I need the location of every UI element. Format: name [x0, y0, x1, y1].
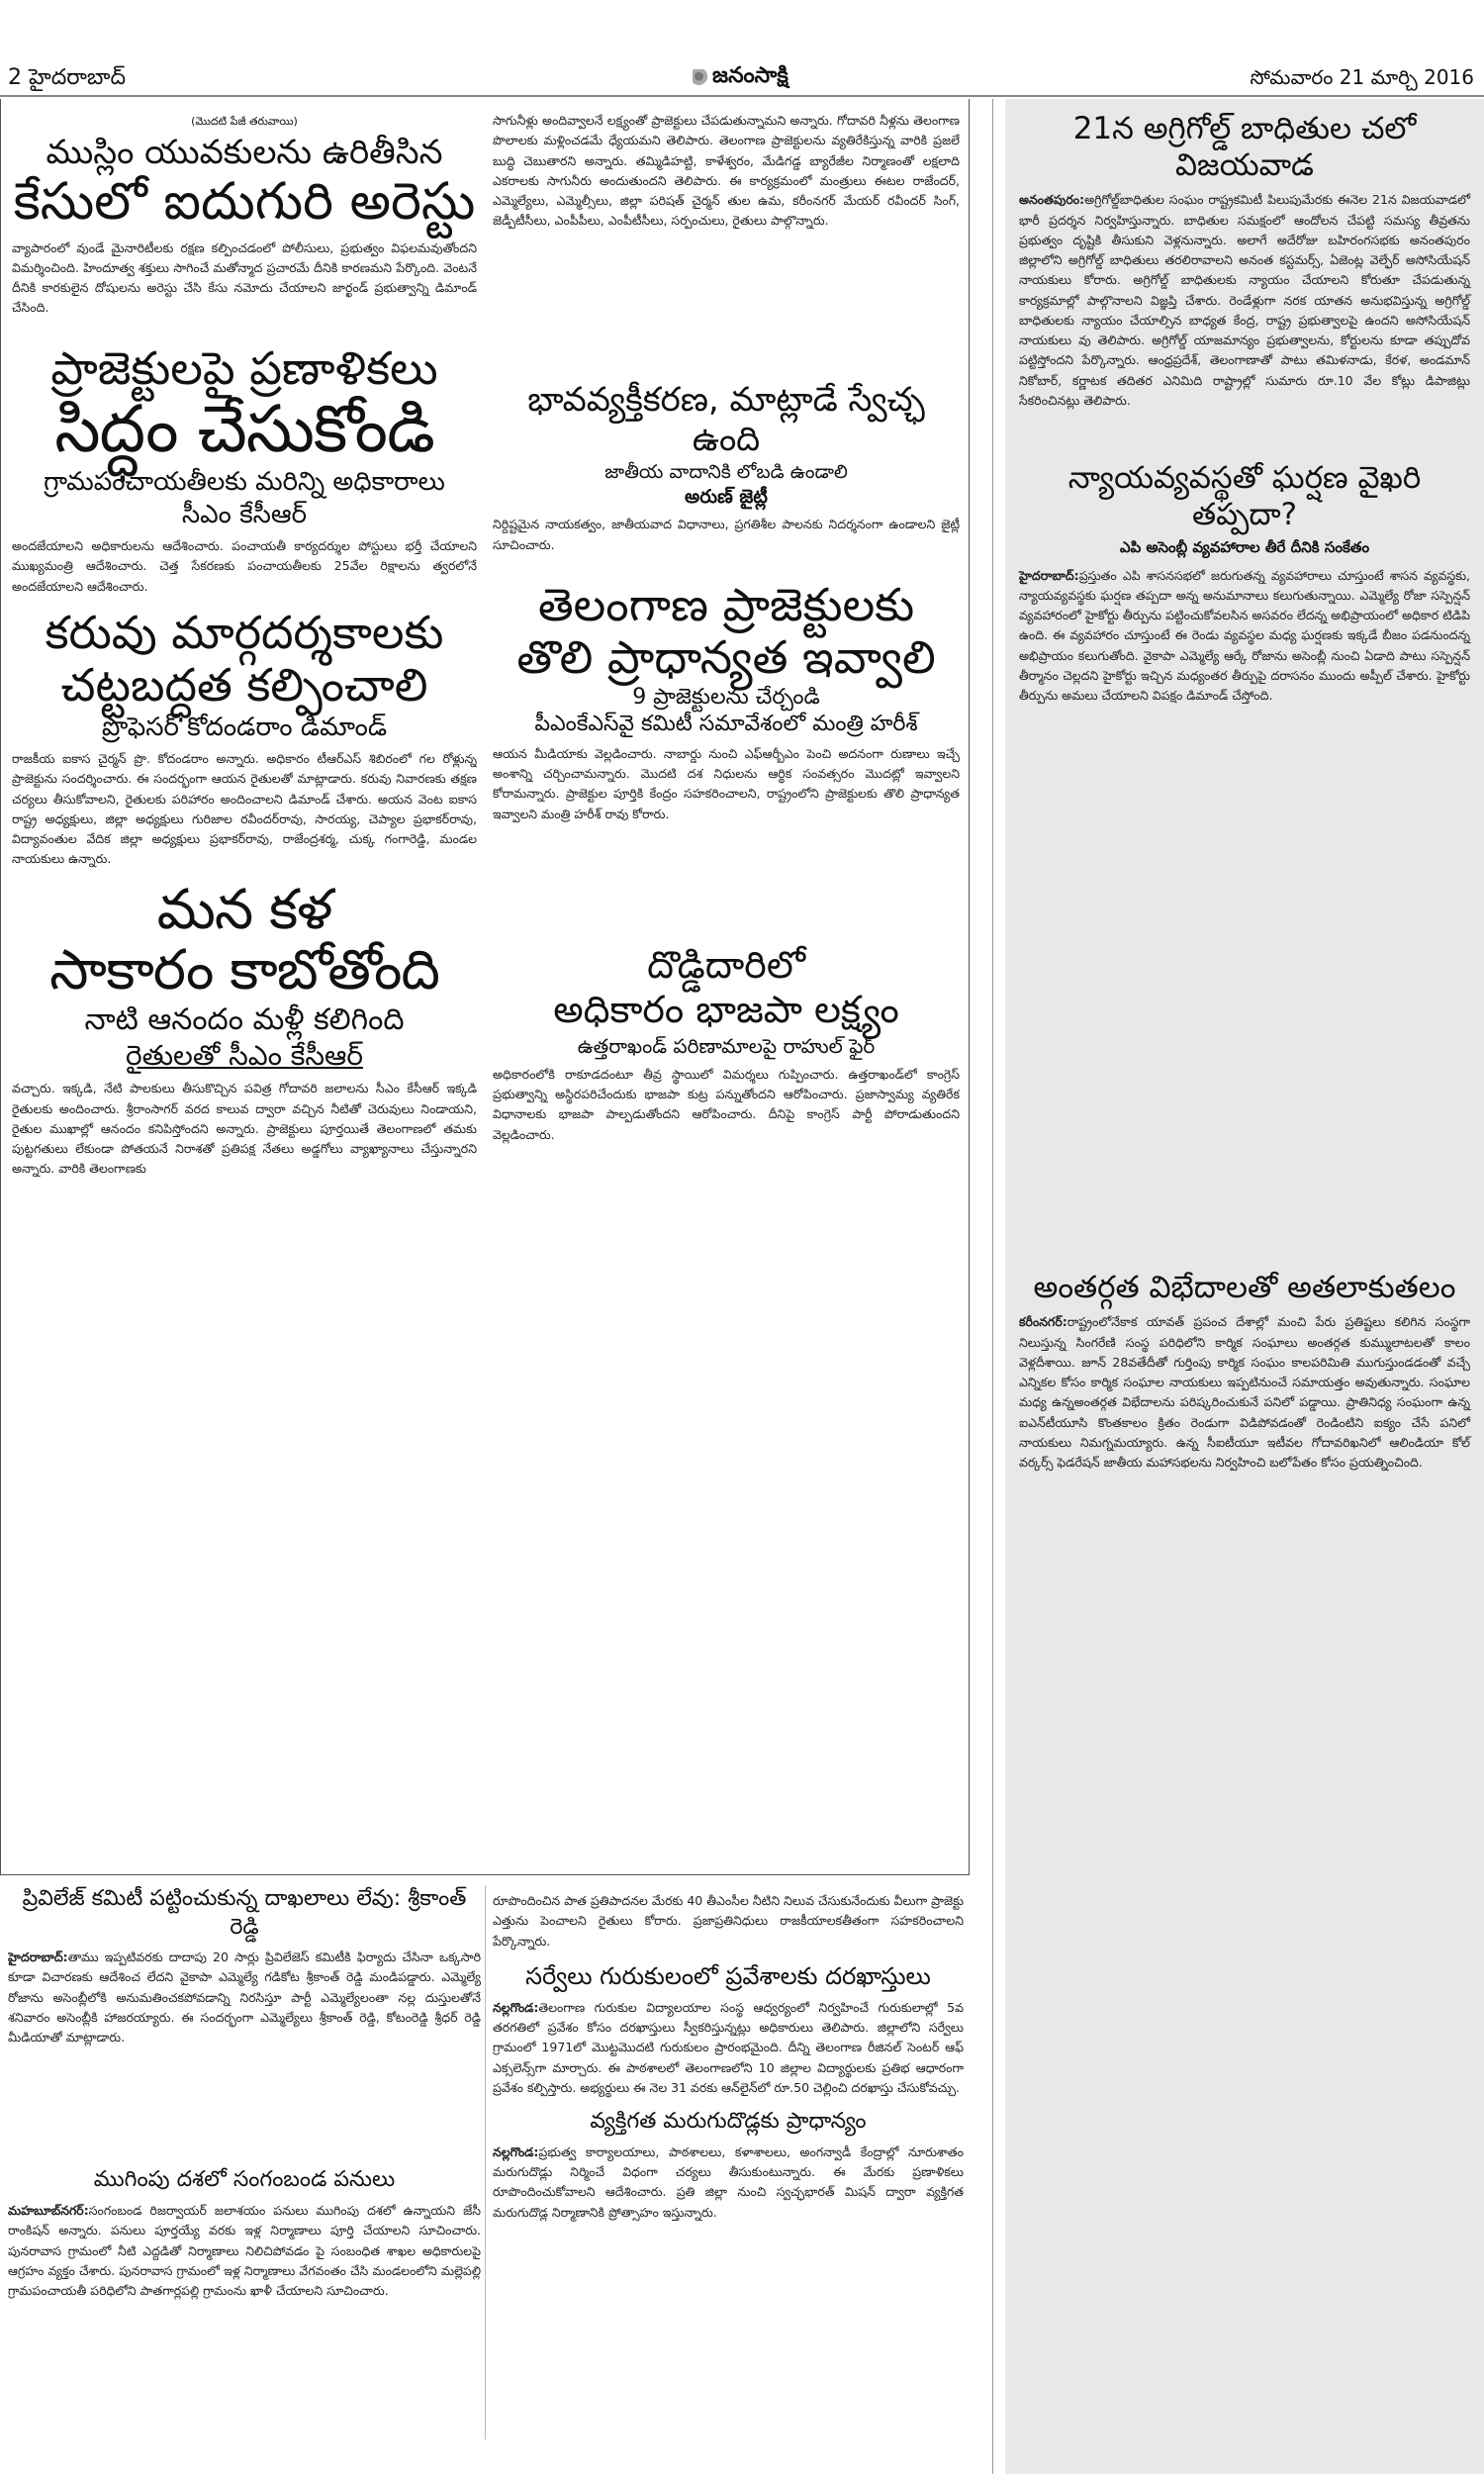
right-column: [1005, 99, 1484, 2474]
subhead: జాతీయ వాదానికి లోబడి ఉండాలి: [604, 461, 848, 484]
article-body: ప్రస్తుతం ఎపి శాసనసభలో జరుగుతన్న వ్యవహారాలు చూస్తుంటే శాసన వ్యవస్థకు, న్యాయవ్యవస్థకు ఘర్షణ తప్పదా అన్న అనుమానాలు కలుగుతున్నాయి. ఎమ్మెల్యే రోజా సస్పెన్షన్ వ్యవహారంలో హైకోర్టు తీర్పును పట్టించుకోవలసిన అసవరం లేదన్న అభిప్రాయంలో అధికార టిడిపి ఉంది. ఈ వ్యవహారం చూస్తుంటే ఈ రెండు వ్యవస్థల మధ్య ఘర్షణకు ఇక్కడే బీజం పడనుందన్న అభిప్రాయం కలుగుతోంది. వైకాపా ఎమ్మెల్యే ఆర్కే రోజాను అసెంబ్లీ నుంచి ఏడాది పాటు సస్పెన్షన్ తీర్మానం చెల్లదని హైకోర్టు ఇచ్చిన మధ్యంతర తీర్పుపై దరాసనం ముందు అప్పీల్ చేశారు. హైకోర్టు తీర్పును అమలు చేయాలని విపక్షం డిమాండ్ చేస్తోంది.: [1019, 567, 1470, 703]
bottom-left-section: [8, 1885, 481, 2469]
headline: 21న అగ్రిగోల్డ్ బాధితుల చలో విజయవాడ: [1072, 111, 1417, 184]
masthead: [0, 61, 1484, 97]
left-column: [12, 111, 477, 1867]
column-divider: [485, 1885, 486, 2439]
article-telangana-projects: [493, 579, 960, 824]
headline-line1: కరువు మార్గదర్శకాలకు: [45, 605, 444, 659]
article-mana-kala: [12, 877, 477, 1180]
article-singareni-unions: [1019, 1270, 1470, 1473]
page-number: 2: [8, 65, 22, 90]
dateline: అనంతపురం:: [1019, 192, 1085, 208]
headline: న్యాయవ్యవస్థతో ఘర్షణ వైఖరి తప్పదా?: [1067, 460, 1422, 533]
headline: అంతర్గత విభేదాలతో అతలాకుతలం: [1033, 1270, 1456, 1306]
headline-line1: మన కళ: [156, 877, 332, 942]
article-body: సంగంబండ రిజర్వాయర్ జలాశయం పనులు ముగింపు దశలో ఉన్నాయని జేసీ రాంకిషన్ అన్నారు. పనులు పూర్తయ్యే వరకు ఇళ్ల నిర్మాణాలు పూర్తి చేయాలని సూచించారు. పునరావాస గ్రామంలో నీటి ఎద్దడితో నిర్మాణాలు నిలిచిపోవడం పై సంబంధిత శాఖల అధికారులపై ఆగ్రహం వ్యక్తం చేశారు. పునరావాస గ్రామంలో ఇళ్ల నిర్మాణాలు వేగవంతం చేసి మండలంలోని మల్లెపల్లి గ్రామపంచాయతీ పరిధిలోని పాతగార్లపల్లి గ్రామంను ఖాళీ చేయాలని సూచించారు.: [8, 2203, 481, 2299]
headline-line2: చట్టబద్ధత కల్పించాలి: [60, 657, 428, 712]
headline-line2: కేసులో ఐదుగురి అరెస్టు: [13, 171, 476, 232]
subhead: నాటి ఆనందం మళ్లీ కలిగింది: [84, 1001, 405, 1037]
newspaper-name: జనంసాక్షి: [712, 63, 788, 88]
article-agrigold: [1019, 111, 1470, 411]
article-body: వ్యాపారంలో వుండే మైనారిటీలకు రక్షణ కల్పించడంలో పోలీసులు, ప్రభుత్వం విఫలమవుతోందని విమర్శించింది. హిందూత్వ శక్తులు సాగించే మతోన్మాద ప్రచారమే దీనికి కారణమని పేర్కొంది. వెంటనే దీనికి కారకులైన దోషులను అరెస్టు చేసి కేసు నమోదు చేయాలని జార్ఖండ్ ప్రభుత్వాన్ని డిమాండ్ చేసింది.: [12, 239, 477, 316]
column-divider: [992, 99, 993, 2474]
subhead: ప్రొఫెసర్ కోదండరాం డిమాండ్: [101, 712, 388, 742]
article-body: ఆయన మీడియాకు వెల్లడించారు. నాబార్డు నుంచి ఎఫ్ఆర్బీఎం పెంచి అదనంగా రుణాలు ఇచ్చే అంశాన్ని చర్చించామన్నారు. మొదటి దశ నిధులను ఆర్థిక సంవత్సరం మొదట్లో ఇవ్వాలని కోరామన్నారు. ప్రాజెక్టుల పూర్తికి కేంద్రం సహకరించాలని, రాష్ట్రంలోని ప్రాజెక్టులకు తొలి ప్రాధాన్యత ఇవ్వాలని మంత్రి హరీశ్ రావు కోరారు.: [493, 745, 960, 821]
article-body: సాగునీళ్లు అందివ్వాలనే లక్ష్యంతో ప్రాజెక్టులు చేపడుతున్నామని అన్నారు. గోదావరి నీళ్లను తెలంగాణ పొలాలకు మళ్లించడమే ధ్యేయమని తెలిపారు. తెలంగాణ ప్రాజెక్టులను వ్యతిరేకిస్తున్న వారికి ప్రజలే బుద్ధి చెబుతారని అన్నారు. తమ్మిడిహట్టి, కాళేశ్వరం, మేడిగడ్డ బ్యారేజీల నిర్మాణంతో లక్షలాది ఎకరాలకు సాగునీరు అందుతుందని తెలిపారు. ఈ కార్యక్రమంలో మంత్రులు ఈటల రాజేందర్, ఎమ్మెల్యేలు, ఎమ్మెల్సీలు, జిల్లా పరిషత్ చైర్మన్ తుల ఉమ, కరీంనగర్ మేయర్ రవీందర్ సింగ్, జెడ్పీటీసీలు, ఎంపీపీలు, ఎంపీటీసీలు, సర్పంచులు, రైతులు పాల్గొన్నారు.: [493, 113, 960, 229]
article-toilets: [493, 2108, 964, 2223]
byline: రైతులతో సీఎం కేసీఆర్: [125, 1039, 364, 1073]
dateline: నల్లగొండ:: [493, 1999, 539, 2015]
headline: ప్రివిలేజ్ కమిటీ పట్టించుకున్న దాఖలాలు లేవు: శ్రీకాంత్ రెడ్డి: [22, 1886, 467, 1940]
dateline: నల్లగొండ:: [493, 2143, 539, 2159]
headline: ముగింపు దశలో సంగంబండ పనులు: [93, 2167, 396, 2193]
article-body: అధికారంలోకి రాకూడదంటూ తీవ్ర స్థాయిలో విమర్శలు గుప్పించారు. ఉత్తరాఖండ్‌లో కాంగ్రెస్ ప్రభుత్వాన్ని అస్థిరపరిచేందుకు భాజపా కుట్ర పన్నుతోందని ఆరోపించారు. ప్రజాస్వామ్య వ్యతిరేక విధానాలకు భాజపా పాల్పడుతోందని ఆరోపించారు. దీనిపై కాంగ్రెస్ పార్టీ పోరాడుతుందని వెల్లడించారు.: [493, 1066, 960, 1142]
article-body: తాము ఇప్పటివరకు దాదాపు 20 సార్లు ప్రివిలేజెస్ కమిటీకి ఫిర్యాదు చేసినా ఒక్కసారి కూడా విచారణకు ఆదేశించ లేదని వైకాపా ఎమ్మెల్యే గడికోట శ్రీకాంత్ రెడ్డి మండిపడ్డారు. ఎమ్మెల్యే రోజాను అసెంబ్లీలోకి అనుమతించకపోవడాన్ని నిరసిస్తూ పార్టీ ఎమ్మెల్యేలంతా నల్ల దుస్తులతోనే శనివారం అసెంబ్లీకి హాజరయ్యారు. ఈ సందర్భంగా ఎమ్మెల్యేలు శ్రీకాంత్ రెడ్డి, కోటంరెడ్డి శ్రీధర్ రెడ్డి మీడియాతో మాట్లాడారు.: [8, 1950, 481, 2046]
article-project-height: [493, 1891, 964, 1951]
article-projects-continued: [493, 111, 960, 232]
page-folio: [8, 65, 126, 95]
article-privilege-committee: [8, 1885, 481, 2047]
byline: సీఎం కేసీఆర్: [181, 499, 308, 529]
article-body: అందజేయాలని అధికారులను ఆదేశించారు. పంచాయతీ కార్యదర్శుల పోస్టులు భర్తీ చేయాలని ముఖ్యమంత్రి ఆదేశించారు. చెత్త సేకరణకు పంచాయతీలకు 25వేల రిక్షాలను త్వరలోనే అందజేయాలని ఆదేశించారు.: [12, 538, 477, 594]
article-body: తెలంగాణ గురుకుల విద్యాలయాల సంస్థ ఆధ్వర్యంలో నిర్వహించే గురుకులాల్లో 5వ తరగతిలో ప్రవేశం కోసం దరఖాస్తులు స్వీకరిస్తున్నట్లు అధికారులు తెలిపారు. జిల్లాలోని సర్వేలు గ్రామంలో 1971లో మొట్టమొదటి గురుకులం ప్రారంభమైంది. దీన్ని తెలంగాణ రీజినల్ సెంటర్ ఆఫ్ ఎక్సలెన్స్‌గా మార్చారు. ఈ పాఠశాలలో తెలంగాణలోని 10 జిల్లాల విద్యార్థులకు ప్రతిభ ఆధారంగా ప్రవేశం కల్పిస్తారు. అభ్యర్థులు ఈ నెల 31 వరకు ఆన్‌లైన్‌లో రూ.50 చెల్లించి దరఖాస్తు చేసుకోవచ్చు.: [493, 1999, 964, 2095]
headline-line1: ముస్లిం యువకులను ఉరితీసిన: [46, 133, 443, 172]
article-body: అగ్రిగోల్డ్‌బాధితుల సంఘం రాష్ట్రకమిటీ పిలుపుమేరకు ఈనెల 21న విజయవాడలో భారీ ప్రదర్శన నిర్వహిస్తున్నారు. బాధితుల సమక్షంలో ఆందోలన చేపట్టి సమస్య తీవ్రతను ప్రభుత్వం దృష్టికి తీసుకుని వెళ్లనున్నారు. అలాగే అదేరోజు బహిరంగసభకు అనంతపురం జిల్లాలోని అగ్రిగోల్డ్ బాధితులు తరలిరావాలని అనంత కస్టమర్స్, ఏజెంట్ల వెల్ఫేర్ అసోసియేషన్ నాయకులు కోరారు. అగ్రిగోల్డ్ బాధితులకు న్యాయం చేయాలని కోరుతూ చేపడుతున్న కార్యక్రమాల్లో పాల్గొనాలని విజ్ఞప్తి చేశారు. రెండేళ్లుగా నరక యాతన అనుభవిస్తున్న అగ్రిగోల్డ్ బాధితులకు న్యాయం చేయాల్సిన బాధ్యత కేంద్ర, రాష్ట్ర ప్రభుత్వాలపై ఉందని అసోసియేషన్ నాయకులు వు తెలిపారు. అగ్రిగోల్డ్ యాజమాన్యం ప్రభుత్వాలను, కోర్టులను కూడా తప్పుదోవ పట్టిస్తోందని పేర్కొన్నారు. ఆంధ్రప్రదేశ్, తెలంగాణాతో పాటు తమిళనాడు, కేరళ, అండమాన్ నికోబార్, కర్ణాటక తదితర ఎనిమిది రాష్ట్రాల్లో సుమారు రూ.10 వేల కోట్లు డిపాజిట్లు సేకరించినట్లు తెలిపారు.: [1019, 192, 1470, 408]
headline: భావవ్యక్తీకరణ, మాట్లాడే స్వేచ్ఛ ఉంది: [527, 379, 925, 460]
dateline: మహబూబ్‌నగర్:: [8, 2203, 89, 2219]
continued-note: (మొదటి పేజీ తరువాయి): [191, 115, 298, 128]
article-sangambanda: [8, 2166, 481, 2301]
article-sarvel-gurukulam: [493, 1961, 964, 2098]
article-judiciary-clash: [1019, 460, 1470, 706]
bottom-middle-section: [493, 1885, 964, 2469]
headline-line2: అధికారం భాజపా లక్ష్యం: [553, 988, 899, 1032]
headline: సర్వేలు గురుకులంలో ప్రవేశాలకు దరఖాస్తులు: [525, 1961, 931, 1990]
edition-name: హైదరాబాద్: [29, 65, 126, 90]
issue-date: సోమవారం 21 మార్చి 2016: [1250, 65, 1474, 89]
dateline: హైదరాబాద్:: [1019, 567, 1079, 583]
subhead-2: పీఎంకేఎస్‌వై కమిటీ సమావేశంలో మంత్రి హరీశ్: [534, 712, 918, 737]
headline-line2: సిద్ధం చేసుకోండి: [54, 391, 434, 468]
subhead: గ్రామపంచాయతీలకు మరిన్ని అధికారాలు: [44, 467, 445, 498]
headline-line2: సాకారం కాబోతోంది: [49, 938, 439, 1003]
newspaper-logo: [693, 63, 788, 93]
article-body: వచ్చారు. ఇక్కడి, నేటి పాలకులు తీసుకొచ్చిన పవిత్ర గోదావరి జలాలను సీఎం కేసీఆర్ ఇక్కడి రైతులకు అందించారు. శ్రీరాంసాగర్ వరద కాలువ ద్వారా వచ్చిన నీటితో చెరువులు నిండాయని, రైతుల ముఖాల్లో ఆనందం కనిపిస్తోందని అన్నారు. ప్రాజెక్టులు పూర్తయితే తెలంగాణలో తమకు పుట్టగతులు లేకుండా పోతయనే నిరాశతో ప్రతిపక్ష నేతలు అడ్డగోలు వ్యాఖ్యానాలు చేస్తున్నారని అన్నారు. వారికి తెలంగాణకు: [12, 1081, 477, 1177]
article-body: నిర్దిష్టమైన నాయకత్వం, జాతీయవాద విధానాలు, ప్రగతిశీల పాలనకు నిదర్శనంగా ఉండాలని జైట్లీ సూచించారు.: [493, 517, 960, 552]
article-muslim-youth-arrest: [12, 115, 477, 319]
headline-line1: ప్రాజెక్టులపై ప్రణాళికలు: [50, 340, 438, 395]
subhead: ఎపి అసెంబ్లీ వ్యవహారాల తీరే దీనికి సంకేతం: [1119, 537, 1370, 556]
headline-line1: దొడ్డిదారిలో: [647, 942, 805, 987]
article-drought-guidelines: [12, 607, 477, 870]
article-projects-plans: [12, 342, 477, 597]
article-jaitley: [493, 380, 960, 555]
article-body: రాజకీయ ఐకాస చైర్మన్ ప్రొ. కోదండరాం అన్నారు. అధికారం టీఆర్ఎస్ శిబిరంలో గల రోళ్లున్న ప్రాజెక్టును సందర్శించారు. ఈ సందర్భంగా ఆయన రైతులతో మాట్లాడారు. కరువు నివారణకు తక్షణ చర్యలు తీసుకోవాలని, రైతులకు పరిహారం అందించాలని డిమాండ్ చేశారు. అయన వెంట ఐకాస రాష్ట్ర అధ్యక్షులు, జిల్లా అధ్యక్షులు గురిజాల రవీందర్‌రావు, సారయ్య, చెప్యాల ప్రభాకర్‌రావు, విద్యావంతుల వేదిక జిల్లా అధ్యక్షులు ప్రభాకర్‌రావు, రాజేంద్రశర్మ, చుక్క గంగారెడ్డి, మండల నాయకులు ఉన్నారు.: [12, 751, 477, 867]
subhead: ఉత్తరాఖండ్ పరిణామాలపై రాహుల్ ఫైర్: [577, 1033, 876, 1058]
telangana-map-icon: [693, 69, 708, 87]
headline: వ్యక్తిగత మరుగుదొడ్లకు ప్రాధాన్యం: [590, 2109, 867, 2135]
article-bjp-backdoor: [493, 943, 960, 1145]
article-body: రాష్ట్రంలోనేకాక యావత్ ప్రపంచ దేశాల్లో మంచి పేరు ప్రతిష్టలు కలిగిన సంస్థగా నిలుస్తున్న సింగరేణి సంస్థ పరిధిలోని కార్మిక సంఘాలు అంతర్గత కుమ్ములాటలతో కాలం వెళ్లదీశాయి. జూన్ 28వతేదీతో గుర్తింపు కార్మిక సంఘం కాలపరిమితి ముగుస్తుండడంతో వచ్చే ఎన్నికల కోసం కార్మిక సంఘాల నాయకులు ఇప్పటినుంచే సమాయత్తం అవుతున్నారు. సంఘాల మధ్య ఉన్నఅంతర్గత విభేదాలను పరిష్కరించుకునే పనిలో పడ్డాయి. ప్రాతినిధ్య సంఘంగా ఉన్న ఐఎన్‌టీయూసి కొంతకాలం క్రితం రెండుగా విడిపోవడంతో రెండింటిని ఐక్యం చేసే పనిలో నాయకులు నిమగ్నమయ్యారు. ఉన్న సీఐటీయూ ఇటీవల గోదావరిఖనిలో ఆలిండియా కోల్ వర్కర్స్ ఫెడరేషన్ జాతీయ మహాసభలను నిర్వహించి బలోపేతం కోసం ప్రయత్నించింది.: [1019, 1314, 1470, 1471]
article-body: రూపొందించిన పాత ప్రతిపాదనల మేరకు 40 తీఎంసీల నీటిని నిలువ చేసుకునేందుకు వీలుగా ప్రాజెక్టు ఎత్తును పెంచాలని రైతులు కోరారు. ప్రజాప్రతినిధులు రాజకీయాలకతీతంగా సహకరించాలని పేర్కొన్నారు.: [493, 1893, 964, 1949]
byline: అరుణ్ జైట్లీ: [685, 485, 768, 508]
dateline: కరీంనగర్:: [1019, 1314, 1067, 1330]
middle-column: [493, 99, 960, 1870]
dateline: హైదరాబాద్:: [8, 1950, 68, 1965]
article-body: ప్రభుత్వ కార్యాలయాలు, పాఠశాలలు, కళాశాలలు, అంగన్వాడీ కేంద్రాల్లో నూరుశాతం మరుగుదొడ్లు నిర్మించే విధంగా చర్యలు తీసుకుంటున్నారు. ఈ మేరకు ప్రణాళికలు రూపొందించుకోవాలని ఆదేశించారు. ప్రతి జిల్లా నుంచి స్వచ్ఛభారత్ మిషన్ ద్వారా వ్యక్తిగత మరుగుదొడ్ల నిర్మాణానికి ప్రోత్సాహం ఇస్తున్నారు.: [493, 2143, 964, 2220]
headline-line2: తొలి ప్రాధాన్యత ఇవ్వాలి: [516, 629, 936, 684]
headline-line1: తెలంగాణ ప్రాజెక్టులకు: [537, 577, 915, 631]
subhead-1: 9 ప్రాజెక్టులను చేర్చండి: [632, 684, 820, 710]
